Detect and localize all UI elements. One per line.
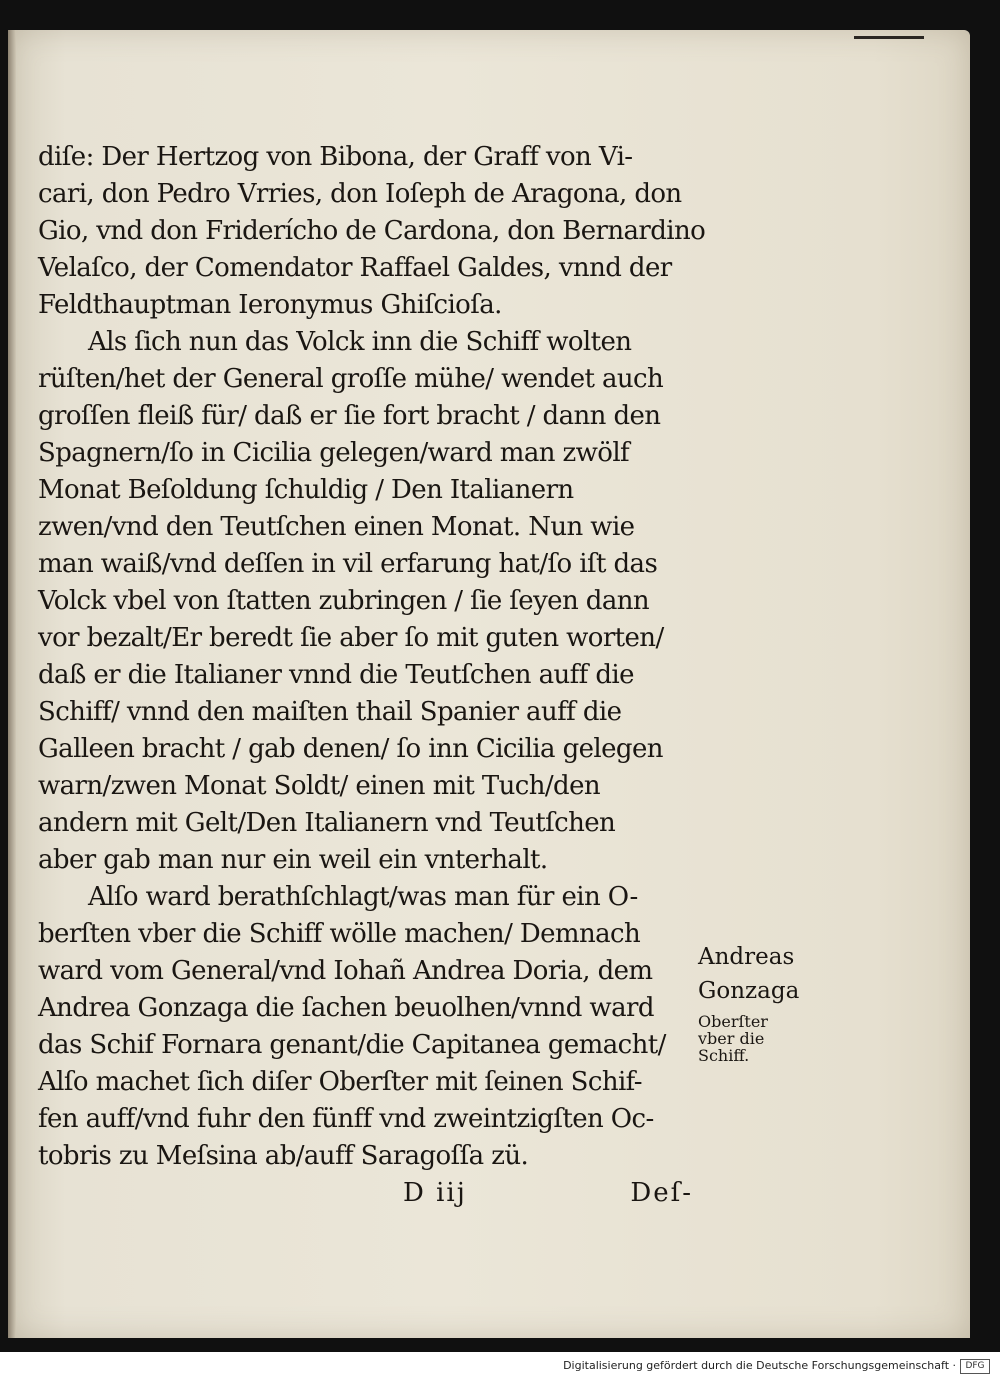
text-line: Volck vbel von ſtatten zubringen / ſie ſeyen dann — [38, 586, 650, 616]
text-line: Alſo machet ſich diſer Oberſter mit ſeinen Schif- — [38, 1067, 642, 1097]
margin-note-line: vber die — [698, 1029, 765, 1048]
text-line: vor bezalt/Er beredt ſie aber ſo mit guten worten/ — [38, 623, 664, 653]
footer-bar — [0, 1352, 1000, 1379]
text-line: Velaſco, der Comendator Raffael Galdes, vnnd der — [38, 253, 672, 283]
text-line: Schiff/ vnnd den maiſten thail Spanier auff die — [38, 697, 622, 727]
text-line: Feldthauptman Ieronymus Ghiſcioſa. — [38, 290, 502, 320]
text-line: diſe: Der Hertzog von Bibona, der Graff von Vi- — [38, 142, 633, 172]
text-line: warn/zwen Monat Soldt/ einen mit Tuch/den — [38, 771, 601, 801]
text-line: tobris zu Meſsina ab/auff Saragoſſa zü. — [38, 1141, 529, 1171]
book-page — [8, 30, 970, 1338]
text-line: fen auff/vnd fuhr den fünff vnd zweintzigſten Oc- — [38, 1104, 654, 1134]
text-line: man waiß/vnd deſſen in vil erfarung hat/ſo iſt das — [38, 549, 658, 579]
text-line: groſſen fleiß für/ daß er ſie fort bracht / dann den — [38, 401, 661, 431]
text-line: cari, don Pedro Vrries, don Ioſeph de Aragona, don — [38, 179, 682, 209]
text-line: Galleen bracht / gab denen/ ſo inn Cicilia gelegen — [38, 734, 663, 764]
page-binding-edge — [8, 30, 16, 1338]
text-line: andern mit Gelt/Den Italianern vnd Teutſchen — [38, 808, 616, 838]
text-line: ward vom General/vnd Iohañ Andrea Doria, dem — [38, 956, 653, 986]
text-line: daß er die Italianer vnnd die Teutſchen auff die — [38, 660, 634, 690]
margin-note-line: Andreas — [698, 944, 795, 970]
text-line: das Schif Fornara genant/die Capitanea gemacht/ — [38, 1030, 666, 1060]
page-corner-mark — [854, 36, 924, 39]
text-line: rüſten/het der General groſſe mühe/ wendet auch — [38, 364, 664, 394]
signature-line — [403, 1176, 693, 1210]
signature-mark: D iij — [403, 1178, 467, 1208]
dfg-logo-icon: DFG — [960, 1359, 990, 1374]
margin-note-line: Gonzaga — [698, 978, 800, 1004]
text-line: berſten vber die Schiff wölle machen/ Demnach — [38, 919, 641, 949]
margin-note-line: Schiff. — [698, 1046, 750, 1065]
text-line: aber gab man nur ein weil ein vnterhalt. — [38, 845, 548, 875]
text-line: Als ſich nun das Volck inn die Schiff wolten — [88, 327, 632, 357]
text-line: Monat Beſoldung ſchuldig / Den Italianern — [38, 475, 574, 505]
footer-credit: Digitalisierung gefördert durch die Deutsche Forschungsgemeinschaft · — [563, 1359, 956, 1372]
text-line: Gio, vnd don Friderícho de Cardona, don Bernardino — [38, 216, 706, 246]
margin-note-line: Oberſter — [698, 1012, 768, 1031]
text-line: Alſo ward berathſchlagt/was man für ein O- — [88, 882, 638, 912]
text-line: Spagnern/ſo in Cicilia gelegen/ward man zwölf — [38, 438, 630, 468]
text-line: Andrea Gonzaga die ſachen beuolhen/vnnd ward — [38, 993, 654, 1023]
catchword: Deſ- — [630, 1178, 693, 1208]
text-line: zwen/vnd den Teutſchen einen Monat. Nun wie — [38, 512, 635, 542]
